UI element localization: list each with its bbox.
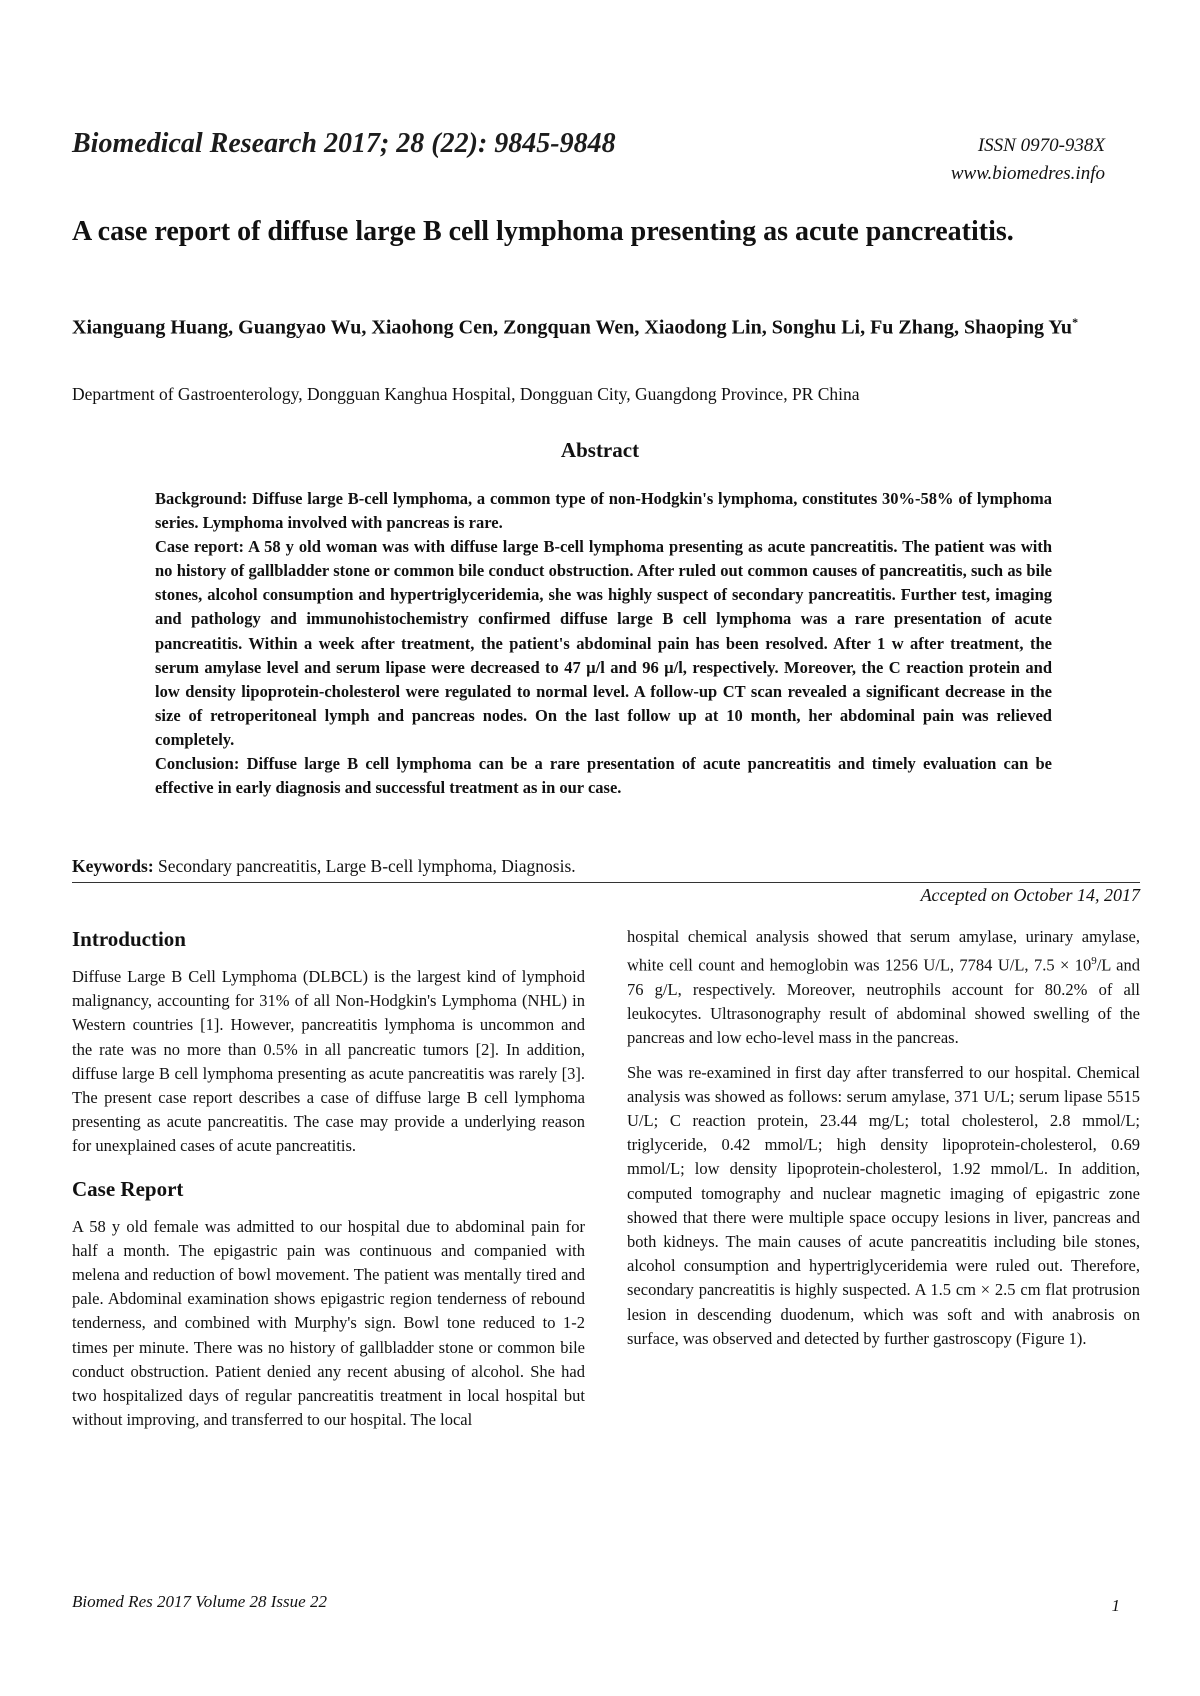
- corresponding-author-mark: *: [1072, 315, 1079, 329]
- introduction-text: Diffuse Large B Cell Lymphoma (DLBCL) is the largest kind of lymphoid malignancy, accounting for 31% of all Non-Hodgkin's Lymphoma (NHL) in Western countries [1]. However, pancreatitis lymphoma is uncommon and the rate was no more than 0.5% in all pancreatic tumors [2]. In addition, diffuse large B cell lymphoma presenting as acute pancreatitis was rarely [3]. The present case report describes a case of diffuse large B cell lymphoma presenting as acute pancreatitis. The case may provide a underlying reason for unexplained cases of acute pancreatitis.: [72, 967, 585, 1156]
- keywords: [72, 856, 1140, 877]
- right-para1-a: hospital chemical analysis showed that serum amylase, urinary amylase, white cell count and hemoglobin was 1256 U/L, 7784 U/L, 7.5 × 10: [627, 927, 1140, 975]
- abstract-case: [155, 535, 1052, 752]
- journal-website-link[interactable]: www.biomedres.info: [950, 163, 1105, 184]
- case-text: A 58 y old woman was with diffuse large B-cell lymphoma presenting as acute pancreatitis. The patient was with no history of gallbladder stone or common bile conduct obstruction. After ruled out common causes of pancreatitis, such as bile stones, alcohol consumption and hypertriglyceridemia, she was highly suspect of secondary pancreatitis. Further test, imaging and pathology and immunohistochemistry confirmed diffuse large B cell lymphoma was a rare presentation of acute pancreatitis. Within a week after treatment, the patient's abdominal pain has been resolved. After 1 w after treatment, the serum amylase level and serum lipase were decreased to 47 µ/l and 96 µ/l, respectively. Moreover, the C reaction protein and low density lipoprotein-cholesterol were regulated to normal level. A follow-up CT scan revealed a significant decrease in the size of retroperitoneal lymph and pancreas nodes. On the last follow up at 10 month, her abdominal pain was relieved completely.: [155, 537, 1052, 749]
- affiliation: Department of Gastroenterology, Dongguan Kanghua Hospital, Dongguan City, Guangdong Province, PR China: [72, 384, 860, 404]
- author-list: [72, 308, 1140, 343]
- abstract-body: [155, 487, 1052, 800]
- divider: [72, 882, 1140, 883]
- conclusion-text: Diffuse large B cell lymphoma can be a rare presentation of acute pancreatitis and timely evaluation can be effective in early diagnosis and successful treatment as in our case.: [155, 754, 1052, 798]
- journal-header: Biomedical Research 2017; 28 (22): 9845-9848: [72, 128, 616, 159]
- right-paragraph-1: [627, 925, 1140, 1051]
- keywords-label: Keywords:: [72, 856, 154, 876]
- right-para1-b: /L and 76 g/L, respectively. Moreover, neutrophils account for 80.2% of all leukocytes. Ultrasonography result of abdominal showed swelling of the pancreas and low echo-level mass in the pancreas.: [627, 955, 1141, 1048]
- right-column: [627, 925, 1140, 1361]
- case-report-heading: Case Report: [72, 1176, 184, 1201]
- issn: ISSN 0970-938X: [977, 135, 1105, 156]
- accepted-date: Accepted on October 14, 2017: [920, 885, 1140, 905]
- abstract-heading: Abstract: [560, 438, 640, 462]
- conclusion-label: Conclusion:: [155, 754, 240, 774]
- left-column: [72, 925, 585, 1442]
- case-report-text: A 58 y old female was admitted to our hospital due to abdominal pain for half a month. The epigastric pain was continuous and companied with melena and reduction of bowl movement. The patient was mentally tired and pale. Abdominal examination shows epigastric region tenderness of rebound tenderness, and combined with Murphy's sign. Bowl tone reduced to 1-2 times per minute. There was no history of gallbladder stone or common bile conduct obstruction. Patient denied any recent abusing of alcohol. She had two hospitalized days of regular pancreatitis treatment in local hospital but without improving, and transferred to our hospital. The local: [72, 1216, 585, 1430]
- page-number: 1: [1111, 1596, 1120, 1615]
- abstract-background: [155, 487, 1052, 535]
- abstract-conclusion: [155, 752, 1052, 800]
- background-text: Diffuse large B-cell lymphoma, a common type of non-Hodgkin's lymphoma, constitutes 30%-58% of lymphoma series. Lymphoma involved with pancreas is rare.: [155, 489, 1053, 533]
- introduction-heading: Introduction: [72, 927, 186, 951]
- background-label: Background:: [155, 489, 248, 508]
- author-names: Xianguang Huang, Guangyao Wu, Xiaohong Cen, Zongquan Wen, Xiaodong Lin, Songhu Li, Fu Zhang, Shaoping Yu: [72, 316, 1073, 339]
- keywords-text: Secondary pancreatitis, Large B-cell lymphoma, Diagnosis.: [158, 856, 576, 876]
- case-label: Case report:: [155, 537, 245, 557]
- article-title: A case report of diffuse large B cell lymphoma presenting as acute pancreatitis.: [72, 216, 1014, 247]
- exponent: 9: [1091, 955, 1097, 968]
- footer-citation: Biomed Res 2017 Volume 28 Issue 22: [72, 1592, 327, 1611]
- right-paragraph-2: She was re-examined in first day after transferred to our hospital. Chemical analysis was showed as follows: serum amylase, 371 U/L; serum lipase 5515 U/L; C reaction protein, 23.44 mg/L; total cholesterol, 2.8 mmol/L; triglyceride, 0.42 mmol/L; high density lipoprotein-cholesterol, 0.69 mmol/L; low density lipoprotein-cholesterol, 1.92 mmol/L. In addition, computed tomography and nuclear magnetic imaging of epigastric zone showed that there were multiple space occupy lesions in liver, pancreas and both kidneys. The main causes of acute pancreatitis including bile stones, alcohol consumption and hypertriglyceridemia were ruled out. Therefore, secondary pancreatitis is highly suspected. A 1.5 cm × 2.5 cm flat protrusion lesion in descending duodenum, which was soft and with anabrosis on surface, was observed and detected by further gastroscopy (Figure 1).: [627, 1062, 1140, 1348]
